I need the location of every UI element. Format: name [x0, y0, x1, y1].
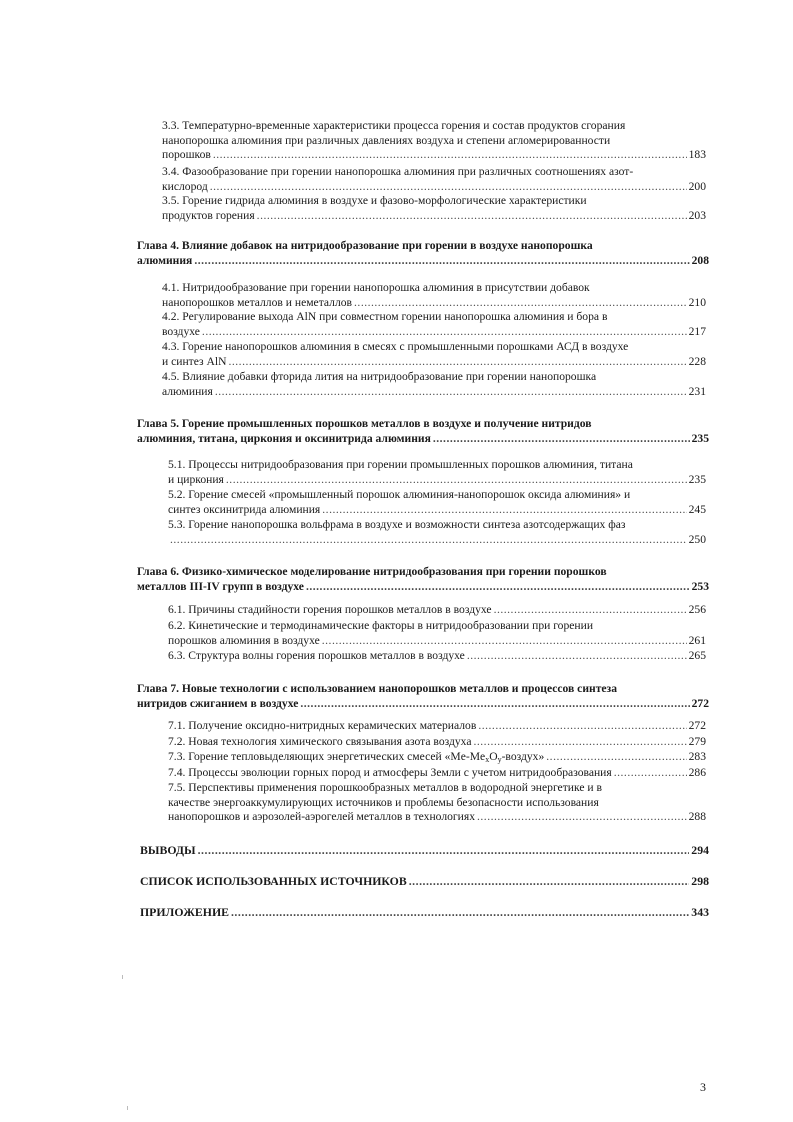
leader-dots — [467, 649, 687, 664]
toc-line: нанопорошка алюминия при различных давлениях воздуха и степени агломерированности — [162, 133, 611, 147]
toc-entry-4-5[interactable] — [162, 370, 706, 399]
leader-dots — [170, 533, 687, 548]
toc-line: СПИСОК ИСПОЛЬЗОВАННЫХ ИСТОЧНИКОВ — [140, 874, 407, 888]
leader-dots — [354, 296, 687, 311]
toc-line: 3.5. Горение гидрида алюминия в воздухе и фазово-морфологические характеристики — [162, 194, 587, 207]
toc-line: алюминия — [162, 384, 213, 398]
page-ref: 253 — [691, 579, 709, 593]
leader-dots — [477, 810, 687, 825]
toc-line: синтез оксинитрида алюминия — [168, 502, 321, 516]
toc-line: ВЫВОДЫ — [140, 843, 196, 857]
toc-entry-7-3[interactable] — [168, 750, 706, 765]
toc-line: 7.1. Получение оксидно-нитридных керамических материалов — [168, 719, 477, 732]
leader-dots — [210, 180, 687, 195]
toc-line: 5.1. Процессы нитридообразования при горении промышленных порошков алюминия, титана — [168, 458, 633, 471]
toc-line: Глава 5. Горение промышленных порошков металлов в воздухе и получение нитридов — [137, 417, 592, 430]
toc-conclusions[interactable] — [140, 843, 709, 858]
toc-line: Глава 7. Новые технологии с использованием нанопорошков металлов и процессов синтеза — [137, 682, 617, 695]
page-ref: 294 — [691, 843, 709, 857]
page-ref: 279 — [688, 735, 706, 748]
leader-dots — [322, 503, 686, 518]
page-ref: 265 — [688, 649, 706, 662]
leader-dots — [213, 148, 687, 163]
toc-line: 3.3. Температурно-временные характеристики процесса горения и состав продуктов сгорания — [162, 119, 626, 132]
toc-entry-3-3[interactable] — [162, 119, 706, 163]
toc-entry-3-5[interactable] — [162, 194, 706, 223]
page-ref: 343 — [691, 905, 709, 919]
toc-entry-4-1[interactable] — [162, 281, 706, 310]
leader-dots — [306, 580, 690, 595]
page-ref: 183 — [688, 148, 706, 162]
toc-entry-7-2[interactable] — [168, 735, 706, 750]
leader-dots — [226, 473, 687, 488]
toc-entry-5-2[interactable] — [168, 488, 706, 517]
toc-line: продуктов горения — [162, 208, 255, 222]
page-ref: 245 — [688, 502, 706, 516]
page-number: 3 — [700, 1080, 706, 1094]
toc-line: 5.2. Горение смесей «промышленный порошок алюминия-нанопорошок оксида алюминия» и — [168, 488, 631, 501]
toc-appendix[interactable] — [140, 905, 709, 920]
toc-line: 6.2. Кинетические и термодинамические факторы в нитридообразовании при горении — [168, 619, 594, 632]
toc-line: 4.1. Нитридообразование при горении нанопорошка алюминия в присутствии добавок — [162, 281, 590, 294]
toc-line: 4.3. Горение нанопорошков алюминия в смесях с промышленными порошками АСД в воздухе — [162, 340, 629, 353]
page-ref: 203 — [688, 208, 706, 222]
toc-chapter-4[interactable] — [137, 239, 709, 268]
toc-line: 3.4. Фазообразование при горении нанопорошка алюминия при различных соотношениях азот- — [162, 165, 634, 178]
toc-line: и циркония — [168, 472, 224, 486]
toc-entry-4-3[interactable] — [162, 340, 706, 369]
page-ref: 208 — [691, 253, 709, 267]
toc-entry-6-3[interactable] — [168, 649, 706, 664]
toc-line: 7.5. Перспективы применения порошкообразных металлов в водородной энергетике и в — [168, 781, 602, 794]
toc-line: кислород — [162, 179, 208, 193]
page-ref: 261 — [688, 633, 706, 647]
toc-line: и синтез AlN — [162, 354, 227, 368]
page-ref: 286 — [688, 766, 706, 779]
page-ref: 288 — [688, 810, 706, 824]
leader-dots — [228, 355, 686, 370]
toc-line: 6.1. Причины стадийности горения порошков металлов в воздухе — [168, 603, 492, 616]
toc-line: качестве энергоаккумулирующих источников и проблемы безопасности использования — [168, 795, 599, 809]
leader-dots — [194, 254, 689, 269]
leader-dots — [322, 634, 687, 649]
toc-line: 7.2. Новая технология химического связывания азота воздуха — [168, 735, 472, 748]
leader-dots — [546, 750, 686, 765]
toc-line: 4.5. Влияние добавки фторида лития на нитридообразование при горении нанопорошка — [162, 370, 597, 383]
toc-line: 7.3. Горение тепловыделяющих энергетических смесей «Me-MexOy-воздух» — [168, 750, 545, 764]
page-ref: 231 — [688, 384, 706, 398]
leader-dots — [202, 325, 687, 340]
leader-dots — [231, 905, 689, 920]
toc-line: порошков алюминия в воздухе — [168, 633, 320, 647]
toc-line: 5.3. Горение нанопорошка вольфрама в воздухе и возможности синтеза азотсодержащих фаз — [168, 518, 626, 531]
page-ref: 228 — [688, 354, 706, 368]
leader-dots — [433, 432, 690, 447]
toc-line: металлов III-IV групп в воздухе — [137, 579, 304, 593]
toc-entry-5-1[interactable] — [168, 458, 706, 487]
scan-speck — [127, 1106, 128, 1110]
page-ref: 256 — [688, 603, 706, 616]
toc-chapter-7[interactable] — [137, 682, 709, 711]
toc-entry-6-1[interactable] — [168, 603, 706, 618]
leader-dots — [473, 735, 686, 750]
toc-line: Глава 6. Физико-химическое моделирование нитридообразования при горении порошков — [137, 565, 607, 578]
toc-chapter-6[interactable] — [137, 565, 709, 594]
leader-dots — [198, 843, 690, 858]
toc-line: нанопорошков и аэрозолей-аэрогелей металлов в технологиях — [168, 810, 475, 824]
toc-line: алюминия, титана, циркония и оксинитрида алюминия — [137, 431, 431, 445]
toc-line: нанопорошков металлов и неметаллов — [162, 295, 353, 309]
toc-line: 7.4. Процессы эволюции горных пород и атмосферы Земли с учетом нитридообразования — [168, 766, 612, 779]
toc-entry-7-4[interactable] — [168, 766, 706, 781]
toc-line: нитридов сжиганием в воздухе — [137, 696, 299, 710]
page-ref: 210 — [688, 295, 706, 309]
page-ref: 283 — [688, 750, 706, 763]
leader-dots — [215, 385, 687, 400]
toc-entry-3-4[interactable] — [162, 165, 706, 194]
toc-line: порошков — [162, 148, 211, 162]
page-ref: 272 — [688, 719, 706, 732]
toc-line: 4.2. Регулирование выхода AlN при совместном горении нанопорошка алюминия и бора в — [162, 310, 608, 323]
toc-references[interactable] — [140, 874, 709, 889]
toc-line: ПРИЛОЖЕНИЕ — [140, 905, 229, 919]
page-ref: 217 — [688, 324, 706, 338]
leader-dots — [409, 874, 690, 889]
toc-entry-7-1[interactable] — [168, 719, 706, 734]
page-ref: 235 — [688, 472, 706, 486]
toc-line: Глава 4. Влияние добавок на нитридообразование при горении в воздухе нанопорошка — [137, 239, 593, 252]
page-ref: 250 — [688, 532, 706, 546]
toc-entry-6-2[interactable] — [168, 619, 706, 648]
toc-entry-4-2[interactable] — [162, 310, 706, 339]
leader-dots — [614, 766, 687, 781]
leader-dots — [257, 209, 687, 224]
leader-dots — [300, 697, 689, 712]
page-ref: 298 — [691, 874, 709, 888]
toc-line: 6.3. Структура волны горения порошков металлов в воздухе — [168, 649, 465, 662]
leader-dots — [478, 719, 686, 734]
toc-line: воздухе — [162, 324, 200, 338]
toc-entry-7-5[interactable] — [168, 781, 706, 825]
page-ref: 272 — [691, 696, 709, 710]
scan-speck — [122, 975, 123, 979]
page-ref: 235 — [691, 431, 709, 445]
toc-entry-5-3[interactable] — [168, 518, 706, 547]
leader-dots — [494, 603, 687, 618]
page-ref: 200 — [688, 179, 706, 193]
toc-line: алюминия — [137, 253, 193, 267]
toc-chapter-5[interactable] — [137, 417, 709, 446]
